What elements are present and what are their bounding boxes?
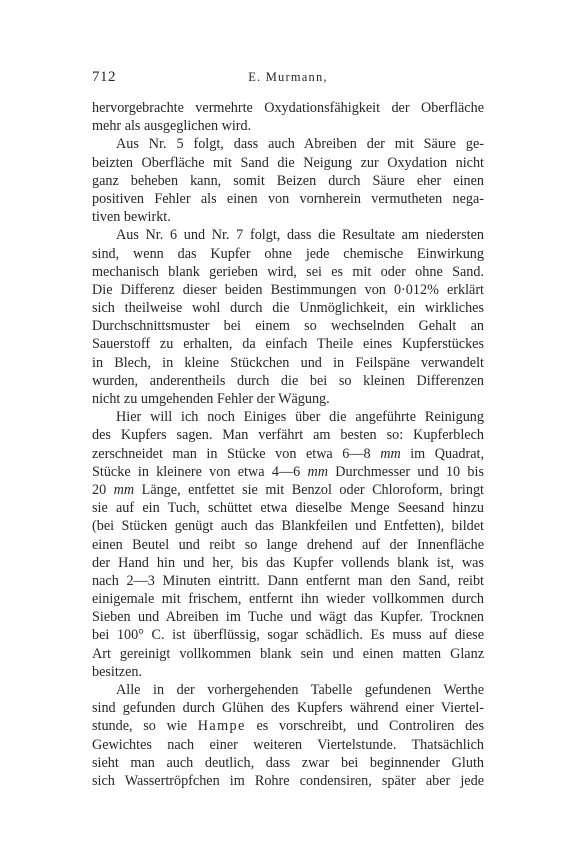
text-line: sind, wenn das Kupfer ohne jede chemische Einwirkung [92, 245, 484, 262]
text-line: mehr als ausgeglichen wird. [92, 118, 252, 135]
text-line: Sieben und Abreiben im Tuche und wägt das Kupfer. Trocknen [92, 609, 484, 626]
text-line: Hier will ich noch Einiges über die angeführte Reinigung [116, 409, 484, 426]
text-line: in Blech, in kleine Stückchen und in Feilspäne verwandelt [92, 354, 484, 371]
text-line: hervorgebrachte vermehrte Oxydationsfähigkeit der Oberfläche [92, 100, 484, 116]
page-number: 712 [92, 69, 116, 85]
running-head: E. Murmann, [248, 70, 328, 84]
text-line: beizten Oberfläche mit Sand die Neigung zur Oxydation nicht [92, 154, 484, 171]
text-line: zerschneidet man in Stücke von etwa 6—8 mm im Quadrat, [92, 445, 485, 462]
text-line: Sauerstoff zu erhalten, da einfach Theile eines Kupferstückes [92, 336, 484, 353]
text-line: 20 mm Länge, entfettet sie mit Benzol oder Chloroform, bringt [92, 481, 484, 498]
text-line: sieht man auch deutlich, dass zwar bei beginnender Gluth [92, 754, 484, 771]
text-line: der Hand hin und her, bis das Kupfer vollends blank ist, was [92, 554, 484, 571]
text-line: Alle in der vorhergehenden Tabelle gefundenen Werthe [116, 682, 484, 698]
text-line: Aus Nr. 6 und Nr. 7 folgt, dass die Resultate am niedersten [116, 227, 484, 244]
text-line: Stücke in kleinere von etwa 4—6 mm Durchmesser und 10 bis [92, 463, 484, 480]
text-line: des Kupfers sagen. Man verfährt am besten so: Kupferblech [92, 427, 484, 444]
text-line: nicht zu umgehenden Fehler der Wägung. [92, 391, 330, 407]
text-line: sie auf ein Tuch, schüttet etwa dieselbe Menge Seesand hinzu [92, 500, 484, 517]
text-line: Aus Nr. 5 folgt, dass auch Abreiben der mit Säure ge- [116, 136, 484, 153]
text-line: Die Differenz dieser beiden Bestimmungen von 0·012% erklärt [92, 281, 484, 298]
text-line: sind gefunden durch Glühen des Kupfers während einer Viertel- [92, 700, 484, 717]
text-line: sich theilweise wohl durch die Unmöglichkeit, ein wirkliches [92, 300, 484, 317]
text-line: Durchschnittsmuster bei einem so wechselnden Gehalt an [92, 318, 484, 335]
text-line: Gewichtes nach einer weiteren Viertelstunde. Thatsächlich [92, 736, 484, 753]
text-line: (bei Stücken genügt auch das Blankfeilen und Entfetten), bildet [92, 518, 484, 535]
text-line: mechanisch blank gerieben wird, sei es mit oder ohne Sand. [92, 263, 484, 280]
text-line: Art gereinigt vollkommen blank sein und einen matten Glanz [92, 645, 484, 662]
text-line: besitzen. [92, 663, 143, 680]
text-line: wurden, anderentheils durch die bei so kleinen Differenzen [92, 372, 484, 389]
text-line: einigemale mit frischem, entfernt ihn wieder vollkommen durch [92, 591, 484, 608]
text-line: ganz beheben kann, somit Beizen durch Säure eher einen [92, 172, 484, 189]
text-line: bei 100° C. ist überflüssig, sogar schädlich. Es muss auf diese [92, 627, 484, 644]
text-line: sich Wassertröpfchen im Rohre condensiren, später aber jede [92, 772, 484, 789]
text-line: tiven bewirkt. [92, 209, 171, 226]
text-line: einen Beutel und reibt so lange drehend auf der Innenfläche [92, 536, 484, 553]
text-line: positiven Fehler als einen von vornherein vermutheten nega- [92, 190, 484, 207]
page-header [92, 69, 484, 87]
text-line: stunde, so wie Hampe es vorschreibt, und Controliren des [92, 718, 484, 735]
text-line: nach 2—3 Minuten eintritt. Dann entfernt man den Sand, reibt [92, 572, 484, 589]
body-text [92, 99, 484, 790]
